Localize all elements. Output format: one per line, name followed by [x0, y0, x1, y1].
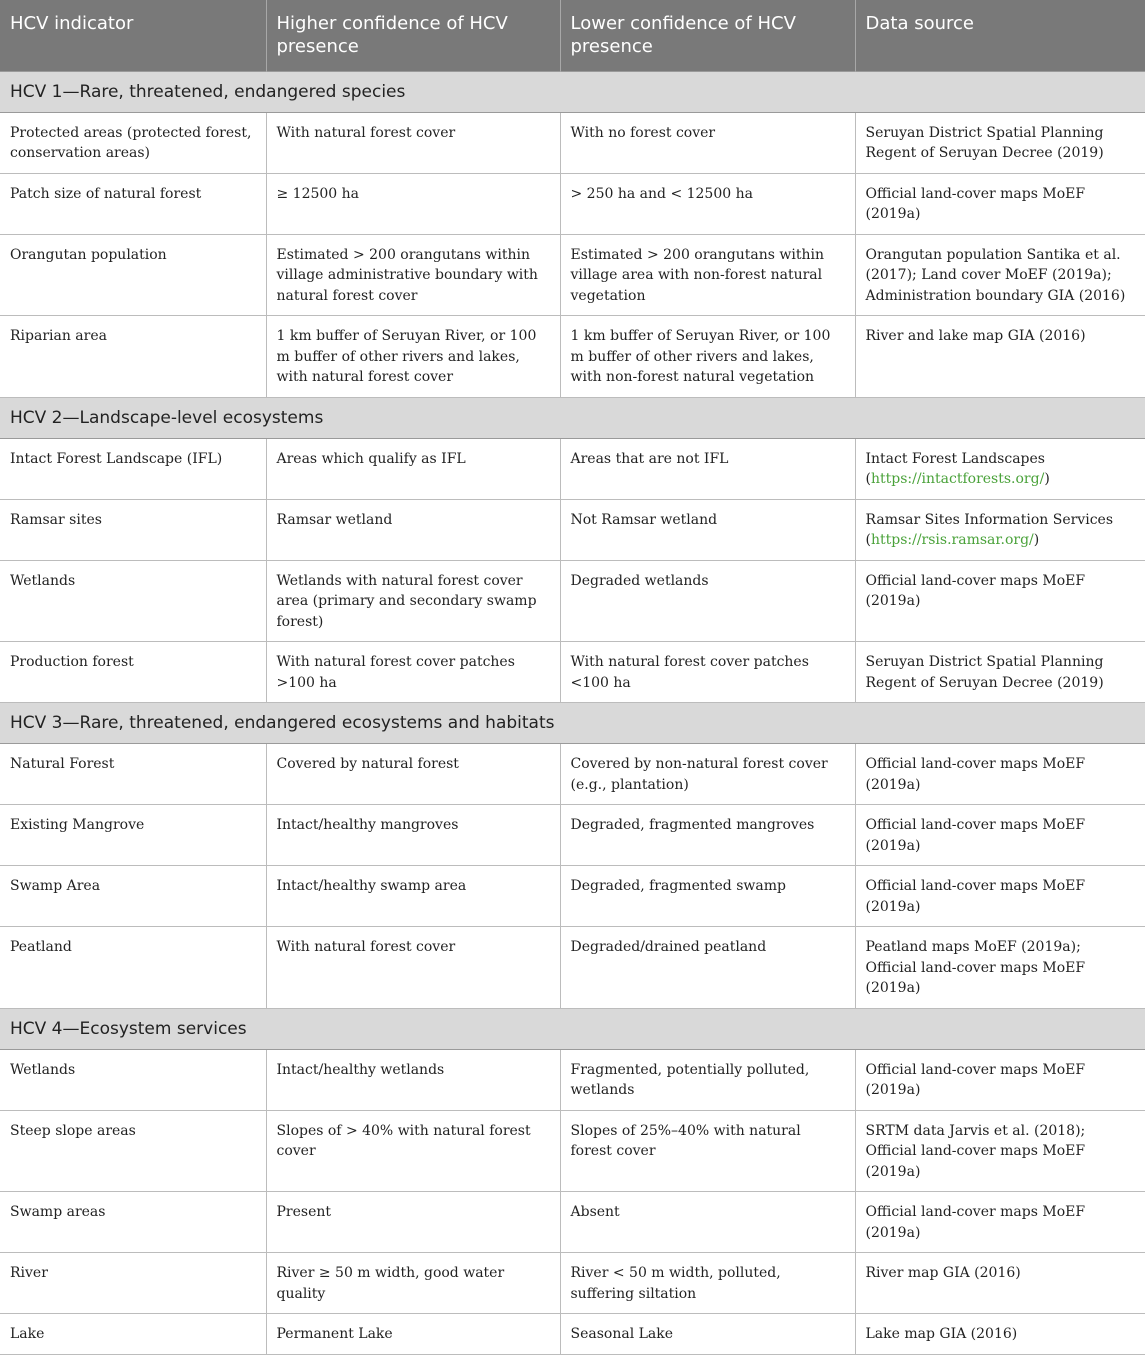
cell-source: Official land-cover maps MoEF (2019a)	[855, 173, 1145, 234]
section-hcv2	[0, 397, 1145, 438]
cell-higher: With natural forest cover	[266, 112, 560, 173]
cell-indicator: Swamp areas	[0, 1192, 266, 1253]
cell-source: Official land-cover maps MoEF (2019a)	[855, 1049, 1145, 1110]
section-title: HCV 3—Rare, threatened, endangered ecosystems and habitats	[0, 703, 1145, 744]
cell-higher: Wetlands with natural forest cover area (primary and secondary swamp forest)	[266, 560, 560, 642]
cell-higher: Ramsar wetland	[266, 499, 560, 560]
cell-source: Peatland maps MoEF (2019a); Official land-cover maps MoEF (2019a)	[855, 927, 1145, 1009]
cell-source: Seruyan District Spatial Planning Regent of Seruyan Decree (2019)	[855, 642, 1145, 703]
cell-higher: Present	[266, 1192, 560, 1253]
cell-higher: Intact/healthy mangroves	[266, 805, 560, 866]
cell-source: River and lake map GIA (2016)	[855, 316, 1145, 398]
cell-source: Seruyan District Spatial Planning Regent of Seruyan Decree (2019)	[855, 112, 1145, 173]
ramsar-link[interactable]: https://rsis.ramsar.org/	[870, 532, 1034, 548]
cell-source: Official land-cover maps MoEF (2019a)	[855, 805, 1145, 866]
header-lower-confidence: Lower confidence of HCV presence	[560, 0, 855, 71]
section-title: HCV 2—Landscape-level ecosystems	[0, 397, 1145, 438]
table-row	[0, 1049, 1145, 1110]
cell-source: SRTM data Jarvis et al. (2018); Official land-cover maps MoEF (2019a)	[855, 1110, 1145, 1192]
section-title: HCV 4—Ecosystem services	[0, 1008, 1145, 1049]
source-text-end: )	[1044, 471, 1050, 487]
cell-indicator: Wetlands	[0, 560, 266, 642]
cell-higher: With natural forest cover patches >100 ha	[266, 642, 560, 703]
cell-lower: Fragmented, potentially polluted, wetlands	[560, 1049, 855, 1110]
table-row	[0, 173, 1145, 234]
cell-indicator: Lake	[0, 1314, 266, 1355]
cell-lower: With no forest cover	[560, 112, 855, 173]
header-hcv-indicator: HCV indicator	[10, 13, 134, 34]
cell-lower: Areas that are not IFL	[560, 438, 855, 499]
table-row	[0, 438, 1145, 499]
section-title: HCV 1—Rare, threatened, endangered species	[0, 71, 1145, 112]
cell-indicator: Existing Mangrove	[0, 805, 266, 866]
section-hcv1	[0, 71, 1145, 112]
header-higher-confidence: Higher confidence of HCV presence	[266, 0, 560, 71]
cell-higher: Estimated > 200 orangutans within village administrative boundary with natural forest cover	[266, 234, 560, 316]
cell-higher: Intact/healthy swamp area	[266, 866, 560, 927]
table-row	[0, 560, 1145, 642]
cell-higher: 1 km buffer of Seruyan River, or 100 m buffer of other rivers and lakes, with natural forest cover	[266, 316, 560, 398]
cell-indicator: Wetlands	[0, 1049, 266, 1110]
cell-source: Orangutan population Santika et al. (2017); Land cover MoEF (2019a); Administration boundary GIA (2016)	[855, 234, 1145, 316]
cell-source	[855, 499, 1145, 560]
cell-indicator: Ramsar sites	[0, 499, 266, 560]
table-row	[0, 112, 1145, 173]
cell-lower: Not Ramsar wetland	[560, 499, 855, 560]
cell-indicator: Peatland	[0, 927, 266, 1009]
cell-lower: Degraded, fragmented mangroves	[560, 805, 855, 866]
cell-lower: Absent	[560, 1192, 855, 1253]
table-row	[0, 499, 1145, 560]
cell-higher: Areas which qualify as IFL	[266, 438, 560, 499]
intact-forests-link[interactable]: https://intactforests.org/	[870, 471, 1045, 487]
cell-indicator: Steep slope areas	[0, 1110, 266, 1192]
table-row	[0, 1192, 1145, 1253]
source-text: Intact Forest Landscapes (	[865, 450, 1045, 487]
table-row	[0, 1253, 1145, 1314]
cell-source: Official land-cover maps MoEF (2019a)	[855, 560, 1145, 642]
table-row	[0, 1110, 1145, 1192]
cell-higher: Slopes of > 40% with natural forest cover	[266, 1110, 560, 1192]
table-row	[0, 866, 1145, 927]
cell-source: River map GIA (2016)	[855, 1253, 1145, 1314]
cell-lower: Degraded, fragmented swamp	[560, 866, 855, 927]
cell-indicator: Patch size of natural forest	[0, 173, 266, 234]
cell-indicator: Orangutan population	[0, 234, 266, 316]
table-row	[0, 642, 1145, 703]
cell-lower: 1 km buffer of Seruyan River, or 100 m buffer of other rivers and lakes, with non-forest natural vegetation	[560, 316, 855, 398]
cell-lower: River < 50 m width, polluted, suffering siltation	[560, 1253, 855, 1314]
cell-higher: Covered by natural forest	[266, 744, 560, 805]
table-row	[0, 1314, 1145, 1355]
header-data-source: Data source	[855, 0, 1145, 71]
table-row	[0, 805, 1145, 866]
cell-indicator: Protected areas (protected forest, conservation areas)	[0, 112, 266, 173]
cell-lower: Covered by non-natural forest cover (e.g., plantation)	[560, 744, 855, 805]
cell-indicator: Intact Forest Landscape (IFL)	[0, 438, 266, 499]
section-hcv3	[0, 703, 1145, 744]
table-row	[0, 234, 1145, 316]
cell-higher: River ≥ 50 m width, good water quality	[266, 1253, 560, 1314]
cell-lower: Degraded wetlands	[560, 560, 855, 642]
source-text: Ramsar Sites Information Services (	[865, 511, 1114, 548]
cell-indicator: Riparian area	[0, 316, 266, 398]
table-row	[0, 316, 1145, 398]
table-header-row	[0, 0, 1145, 71]
cell-higher: Permanent Lake	[266, 1314, 560, 1355]
cell-source: Official land-cover maps MoEF (2019a)	[855, 1192, 1145, 1253]
section-hcv4	[0, 1008, 1145, 1049]
cell-indicator: Swamp Area	[0, 866, 266, 927]
cell-lower: Estimated > 200 orangutans within village area with non-forest natural vegetation	[560, 234, 855, 316]
cell-lower: Slopes of 25%–40% with natural forest cover	[560, 1110, 855, 1192]
source-text-end: )	[1033, 532, 1040, 548]
cell-lower: Degraded/drained peatland	[560, 927, 855, 1009]
cell-indicator: River	[0, 1253, 266, 1314]
cell-source: Official land-cover maps MoEF (2019a)	[855, 866, 1145, 927]
cell-higher: With natural forest cover	[266, 927, 560, 1009]
cell-lower: Seasonal Lake	[560, 1314, 855, 1355]
table-row	[0, 927, 1145, 1009]
cell-source: Lake map GIA (2016)	[855, 1314, 1145, 1355]
cell-source	[855, 438, 1145, 499]
cell-lower: > 250 ha and < 12500 ha	[560, 173, 855, 234]
cell-higher: ≥ 12500 ha	[266, 173, 560, 234]
cell-indicator: Production forest	[0, 642, 266, 703]
cell-lower: With natural forest cover patches <100 ha	[560, 642, 855, 703]
cell-indicator: Natural Forest	[0, 744, 266, 805]
cell-source: Official land-cover maps MoEF (2019a)	[855, 744, 1145, 805]
table-row	[0, 744, 1145, 805]
cell-higher: Intact/healthy wetlands	[266, 1049, 560, 1110]
